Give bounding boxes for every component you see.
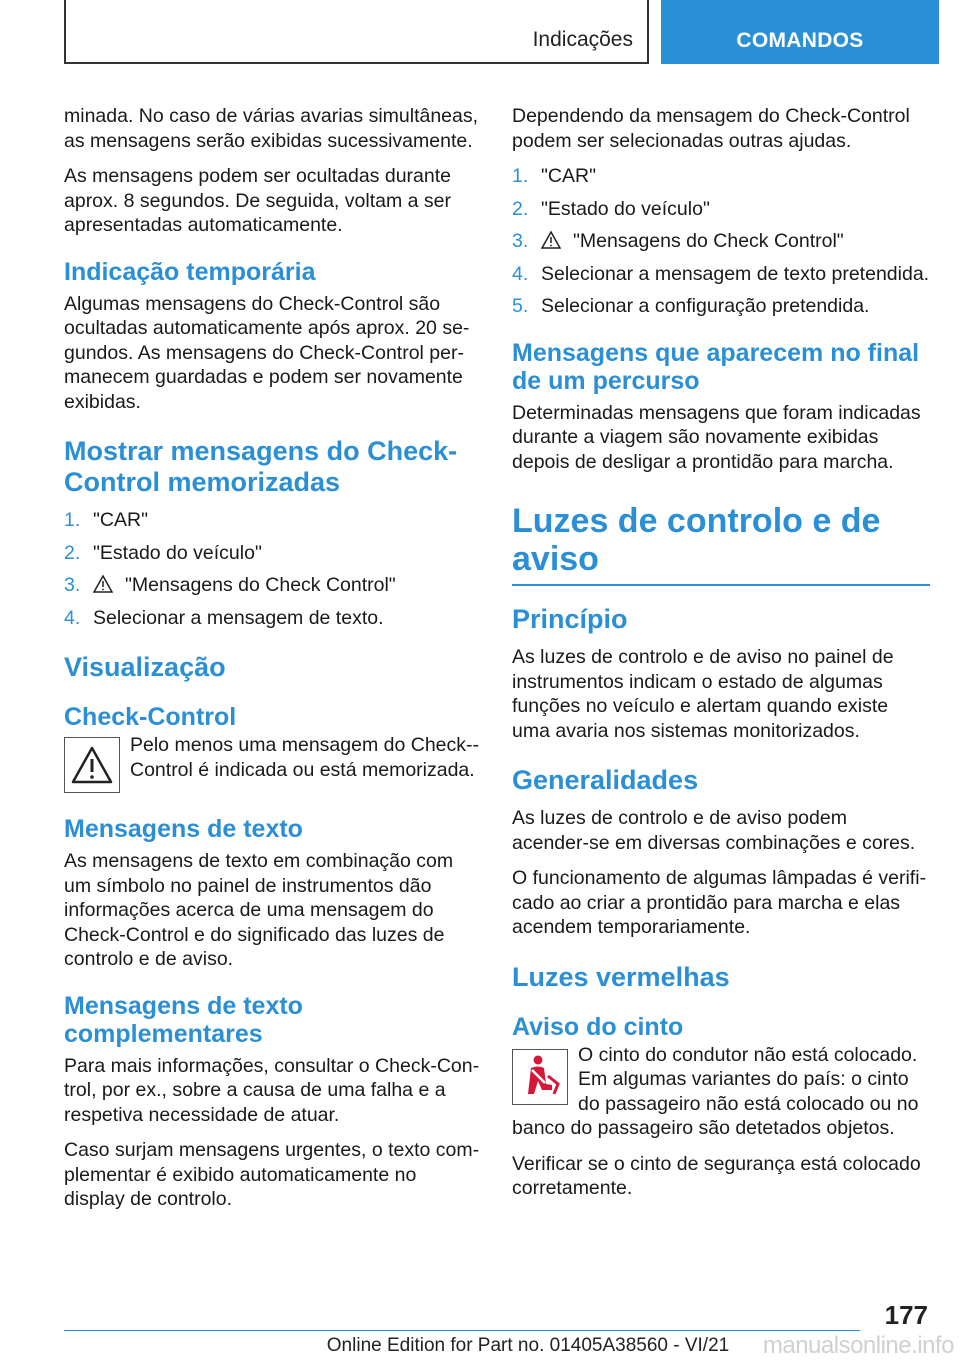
warning-triangle-icon (93, 575, 113, 593)
list-item (512, 164, 930, 189)
list-number: 3. (512, 230, 529, 252)
heading-generalidades: Generalidades (512, 765, 699, 795)
list-item (512, 262, 930, 287)
footer-rule (64, 1330, 860, 1331)
list-text: "Estado do veículo" (93, 541, 262, 564)
heading-indicacao-temporaria: Indicação temporária (64, 257, 316, 286)
seatbelt-warning-icon (518, 1054, 562, 1100)
paragraph: Algumas mensagens do Check-Control são ocultadas automaticamente após aprox. 20 segundos. As mensagens do Check-Control permanecem guardadas e podem ser novamente exibidas. (64, 292, 470, 413)
list-item (512, 294, 930, 319)
heading-principio: Princípio (512, 604, 628, 634)
paragraph: As mensagens podem ser ocultadas durante aprox. 8 segundos. De seguida, voltam a ser apresentadas automaticamente. (64, 165, 451, 236)
paragraph: O funcionamento de algumas lâmpadas é verificado ao criar a prontidão para marcha e elas acendem temporariamente. (512, 867, 927, 938)
paragraph: As luzes de controlo e de aviso podem acender-se em diversas combinações e cores. (512, 807, 916, 854)
heading-check-control: Check-Control (64, 703, 237, 731)
paragraph: Dependendo da mensagem do Check-Control podem ser selecionadas outras ajudas. (512, 105, 910, 152)
left-column (64, 104, 482, 1223)
list-item (64, 606, 482, 631)
page-number: 177 (884, 1300, 928, 1330)
list-text: Selecionar a configuração pretendida. (541, 295, 870, 317)
list-text: "Mensagens do Check Control" (573, 230, 844, 252)
list-number: 2. (512, 197, 529, 220)
paragraph: Verificar se o cinto de segurança está colocado corretamente. (512, 1152, 921, 1199)
belt-warning-block (512, 1047, 930, 1152)
warning-icon-box (64, 737, 120, 793)
warning-triangle-icon (70, 745, 114, 785)
paragraph: minada. No caso de várias avarias simultâneas, as mensagens serão exibidas sucessivamente. (64, 105, 479, 152)
paragraph: Caso surjam mensagens urgentes, o texto complementar é exibido automaticamente no display de controlo. (64, 1139, 480, 1210)
heading-mostrar-mensagens: Mostrar mensagens do Check-Control memorizadas (64, 436, 458, 497)
watermark: manualsonline.info (762, 1332, 954, 1359)
paragraph: Pelo menos uma mensagem do Check-Control é indicada ou está memorizada. (130, 734, 479, 781)
heading-visualizacao: Visualização (64, 652, 226, 682)
header-section-box (64, 0, 649, 64)
list-item (512, 229, 930, 254)
paragraph: O cinto do condutor não está colocado. Em algumas variantes do país: o cinto do passageiro não está colocado ou no banco do passageiro são detetados objetos. (512, 1046, 919, 1139)
paragraph: Para mais informações, consultar o Check-Control, por ex., sobre a causa de uma falha e a respetiva necessidade de atuar. (64, 1054, 480, 1126)
list-text: Selecionar a mensagem de texto pretendida. (541, 262, 930, 285)
footer-edition: Online Edition for Part no. 01405A38560 - VI/21 (326, 1335, 730, 1356)
list-number: 4. (512, 262, 529, 285)
heading-mensagens-complementares: Mensagens de texto complementares (64, 991, 303, 1048)
right-column (512, 104, 930, 1212)
paragraph: As luzes de controlo e de aviso no painel de instrumentos indicam o estado de algumas funções no veículo e alertam quando existe uma avaria nos sistemas monitorizados. (512, 646, 894, 742)
list-number: 5. (512, 295, 529, 317)
list-text: "Mensagens do Check Control" (125, 574, 396, 596)
header-tab-label: COMANDOS (736, 29, 864, 52)
list-number: 3. (64, 574, 81, 596)
header-tab[interactable] (661, 0, 939, 64)
header-section-label: Indicações (532, 28, 633, 51)
paragraph: As mensagens de texto em combinação com um símbolo no painel de instrumentos dão informações acerca de uma mensagem do Check-Control e do significado das luzes de controlo e de aviso. (64, 850, 454, 970)
list-item (512, 197, 930, 222)
list-number: 1. (512, 165, 529, 187)
list-text: "CAR" (93, 509, 149, 531)
list-item (64, 508, 482, 533)
list-item (64, 541, 482, 566)
list-text: "CAR" (541, 165, 597, 187)
list-number: 2. (64, 541, 81, 564)
list-number: 1. (64, 509, 81, 531)
check-control-block (64, 734, 482, 793)
warning-triangle-icon (541, 231, 561, 249)
list-item (64, 573, 482, 598)
heading-mensagens-final: Mensagens que aparecem no final de um percurso (512, 338, 920, 395)
list-number: 4. (64, 606, 81, 629)
steps-list-right (512, 164, 930, 319)
paragraph: Determinadas mensagens que foram indicadas durante a viagem são novamente exibidas depois de desligar a prontidão para marcha. (512, 401, 921, 473)
list-text: Selecionar a mensagem de texto. (93, 606, 384, 629)
heading-mensagens-texto: Mensagens de texto (64, 815, 303, 843)
list-text: "Estado do veículo" (541, 197, 710, 220)
steps-list-left (64, 508, 482, 630)
seatbelt-icon-box (512, 1049, 568, 1105)
heading-luzes-controlo: Luzes de controlo e de aviso (512, 502, 930, 586)
heading-aviso-cinto: Aviso do cinto (512, 1012, 684, 1041)
heading-luzes-vermelhas: Luzes vermelhas (512, 961, 730, 992)
